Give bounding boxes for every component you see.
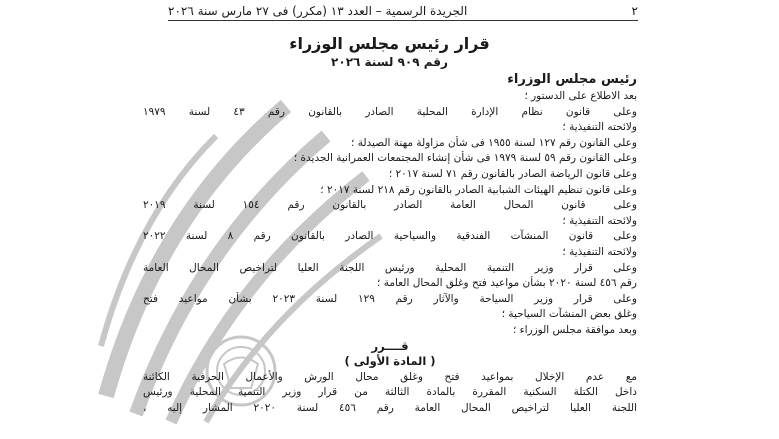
running-header	[168, 4, 638, 21]
decree-number: رقم ٩٠٩ لسنة ٢٠٢٦	[331, 55, 448, 69]
body-line: وعلى قرار وزير السياحة والآثار رقم ١٢٩ لسنة ٢٠٢٣ بشأن مواعيد فتح	[143, 292, 637, 305]
section-heading: قــــرر	[371, 338, 409, 353]
body-line: ولائحته التنفيذية ؛	[562, 121, 637, 134]
body-line: وعلى القانون رقم ٥٩ لسنة ١٩٧٩ فى شأن إنشاء المجتمعات العمرانية الجديدة ؛	[293, 152, 637, 165]
section-heading: ( المادة الأولى )	[344, 354, 436, 369]
body-line: رقم ٤٥٦ لسنة ٢٠٢٠ بشأن مواعيد فتح وغلق المحال العامة ؛	[377, 277, 637, 290]
body-line: وعلى قانون نظام الإدارة المحلية الصادر بالقانون رقم ٤٣ لسنة ١٩٧٩	[143, 105, 637, 118]
body-line: وعلى قانون تنظيم الهيئات الشبابية الصادر بالقانون رقم ٢١٨ لسنة ٢٠١٧ ؛	[320, 183, 637, 196]
body-line: وعلى قانون الرياضة الصادر بالقانون رقم ٧١ لسنة ٢٠١٧ ؛	[388, 167, 637, 180]
issuer-heading: رئيس مجلس الوزراء	[507, 72, 637, 87]
body-line: بعد الاطلاع على الدستور ؛	[524, 90, 637, 102]
decree-title: قرار رئيس مجلس الوزراء	[289, 34, 490, 53]
decree-body	[143, 89, 637, 416]
body-line: وعلى قانون المنشآت الفندقية والسياحية الصادر بالقانون رقم ٨ لسنة ٢٠٢٢	[143, 230, 637, 243]
running-title: الجريدة الرسمية – العدد ١٣ (مكرر) فى ٢٧ مارس سنة ٢٠٢٦	[168, 4, 468, 18]
body-line: وبعد موافقة مجلس الوزراء ؛	[513, 323, 637, 336]
body-line: اللجنة العليا لتراخيص المحال العامة رقم ٤٥٦ لسنة ٢٠٢٠ المشار إليه ،	[143, 401, 637, 414]
body-line: مع عدم الإخلال بمواعيد فتح وغلق محال الورش والأعمال الحرفية الكائنة	[143, 370, 637, 383]
body-line: ولائحته التنفيذية ؛	[562, 245, 637, 258]
body-line: داخل الكتلة السكنية المقررة بالمادة الثالثة من قرار وزير التنمية المحلية ورئيس	[143, 386, 637, 399]
body-line: وعلى القانون رقم ١٢٧ لسنة ١٩٥٥ فى شأن مزاولة مهنة الصيدلة ؛	[351, 136, 637, 149]
body-line: وعلى قرار وزير التنمية المحلية ورئيس اللجنة العليا لتراخيص المحال العامة	[143, 261, 637, 274]
body-line: ولائحته التنفيذية ؛	[562, 214, 637, 227]
body-line: وغلق بعض المنشآت السياحية ؛	[501, 308, 637, 321]
page-number: ٢	[631, 4, 638, 18]
body-line: وعلى قانون المحال العامة الصادر بالقانون رقم ١٥٤ لسنة ٢٠١٩	[143, 199, 637, 212]
